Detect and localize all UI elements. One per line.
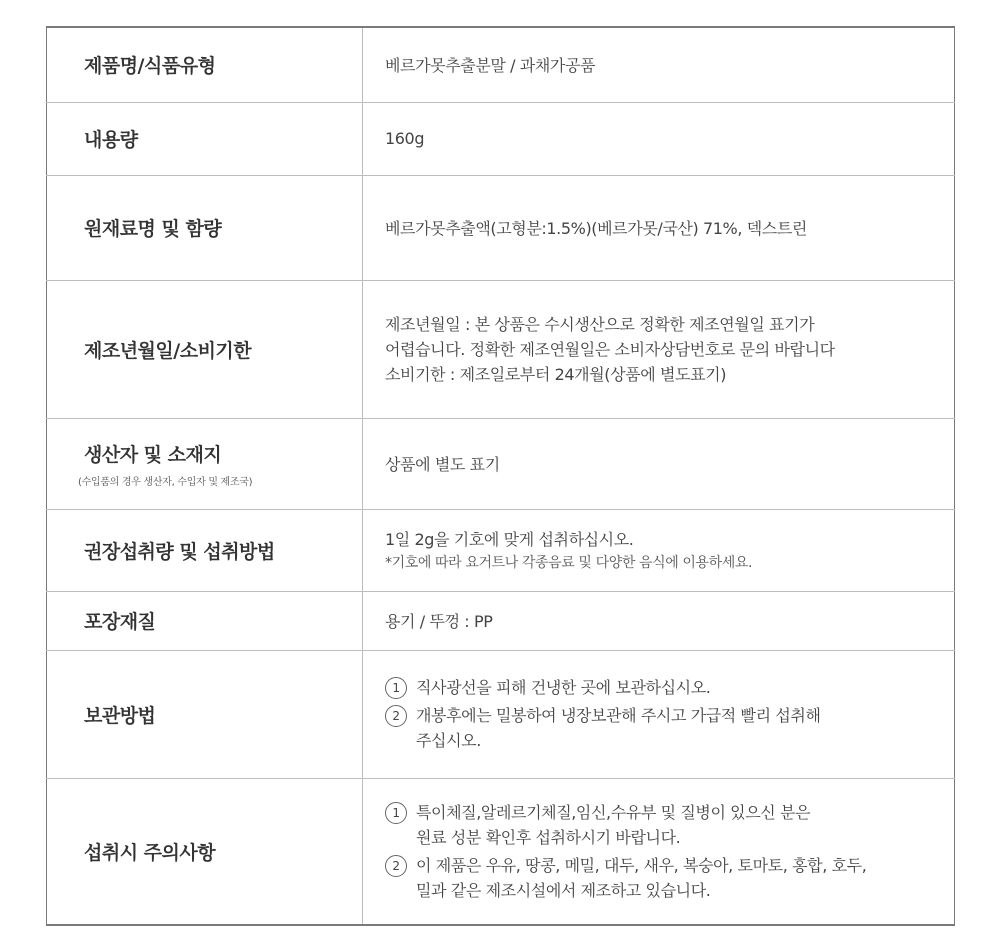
intake-text: 1일 2g을 기호에 맞게 섭취하십시오.: [385, 529, 634, 549]
row-label: 제품명/식품유형: [47, 27, 363, 102]
list-item-line: 이 제품은 우유, 땅콩, 메밀, 대두, 새우, 복숭아, 토마토, 홍합, 호두,: [416, 855, 867, 875]
circled-number-icon: 2: [385, 705, 407, 727]
row-label-text: 생산자 및 소재지: [84, 443, 222, 466]
table-row: [47, 418, 955, 509]
list-item-text: [416, 703, 821, 753]
row-label: 포장재질: [47, 591, 363, 650]
row-value: 베르가못추출액(고형분:1.5%)(베르가못/국산) 71%, 덱스트린: [363, 175, 955, 280]
row-label: 보관방법: [47, 650, 363, 778]
circled-number-icon: 1: [385, 677, 407, 699]
table-row: [47, 27, 955, 102]
list-item: [385, 800, 934, 850]
circled-number-icon: 2: [385, 855, 407, 877]
table-row: [47, 591, 955, 650]
row-label: 원재료명 및 함량: [47, 175, 363, 280]
row-label: 제조년월일/소비기한: [47, 280, 363, 418]
row-label: [47, 418, 363, 509]
row-label: 섭취시 주의사항: [47, 778, 363, 925]
table-row: [47, 280, 955, 418]
list-item-line: 주십시오.: [416, 731, 481, 750]
row-value: 상품에 별도 표기: [363, 418, 955, 509]
list-item: [385, 675, 934, 700]
list-item-text: [416, 675, 710, 700]
list-item: [385, 703, 934, 753]
row-label: 권장섭취량 및 섭취방법: [47, 509, 363, 591]
row-label: 내용량: [47, 102, 363, 175]
list-item-line: 밀과 같은 제조시설에서 제조하고 있습니다.: [416, 880, 711, 900]
list-item: [385, 853, 934, 903]
row-value: [363, 650, 955, 778]
manufacture-date-line: 어렵습니다. 정확한 제조연월일은 소비자상담번호로 문의 바랍니다: [385, 339, 835, 359]
row-value: 베르가못추출분말 / 과채가공품: [363, 27, 955, 102]
intake-note: *기호에 따라 요거트나 각종음료 및 다양한 음식에 이용하세요.: [385, 554, 753, 571]
list-item-line: 직사광선을 피해 건냉한 곳에 보관하십시오.: [416, 678, 711, 697]
row-value: 용기 / 뚜껑 : PP: [363, 591, 955, 650]
table-row: [47, 102, 955, 175]
table-row: [47, 778, 955, 925]
row-value: [363, 509, 955, 591]
table-row: [47, 650, 955, 778]
list-item-line: 개봉후에는 밀봉하여 냉장보관해 주시고 가급적 빨리 섭취해: [416, 706, 821, 725]
list-item-text: [416, 800, 810, 850]
table-row: [47, 509, 955, 591]
table-row: [47, 175, 955, 280]
list-item-line: 특이체질,알레르기체질,임신,수유부 및 질병이 있으신 분은: [416, 802, 811, 822]
circled-number-icon: 1: [385, 802, 407, 824]
list-item-line: 원료 성분 확인후 섭취하시기 바랍니다.: [416, 827, 681, 847]
product-info-table: [46, 26, 955, 926]
expiry-line: 소비기한 : 제조일로부터 24개월(상품에 별도표기): [385, 364, 727, 384]
list-item-text: [416, 853, 866, 903]
row-value: [363, 778, 955, 925]
manufacture-date-line: 제조년월일 : 본 상품은 수시생산으로 정확한 제조연월일 표기가: [385, 314, 815, 334]
row-sublabel: (수입품의 경우 생산자, 수입자 및 제조국): [78, 476, 253, 488]
row-value: 160g: [363, 102, 955, 175]
row-value: [363, 280, 955, 418]
